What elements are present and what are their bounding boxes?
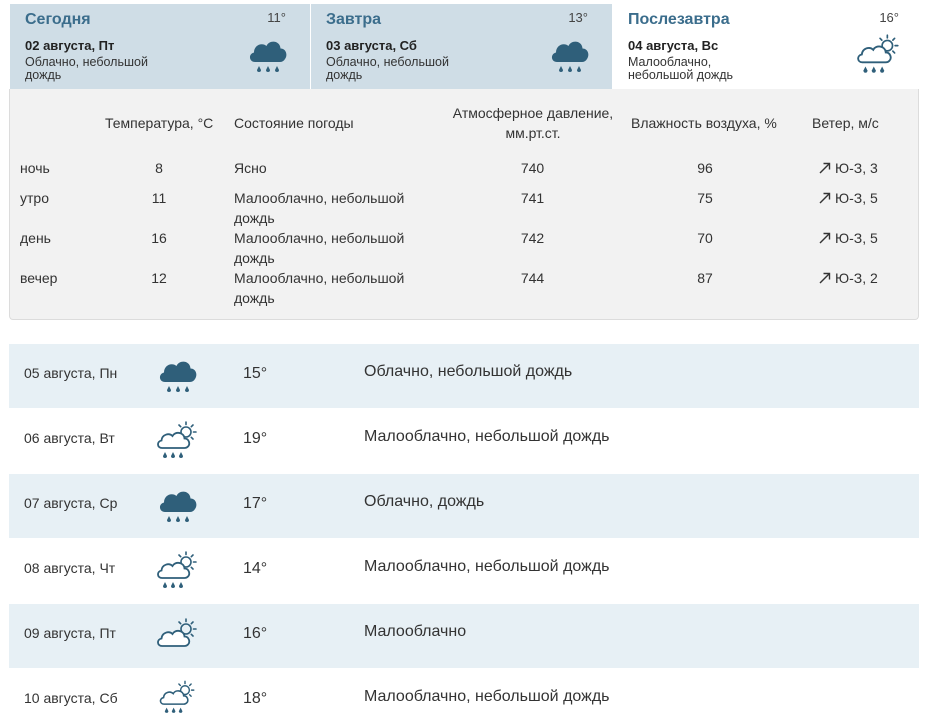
header-wind: Ветер, м/с (812, 115, 879, 131)
forecast-row[interactable] (9, 539, 919, 603)
header-pressure-line1: Атмосферное давление, (452, 105, 614, 121)
period-temperature: 16 (151, 230, 167, 246)
tab-title: Послезавтра (628, 11, 730, 28)
forecast-temperature: 14° (243, 560, 268, 577)
forecast-description: Малооблачно, небольшой дождь (364, 558, 610, 575)
header-pressure-line2: мм.рт.ст. (505, 125, 561, 141)
forecast-row[interactable] (9, 409, 919, 473)
forecast-date: 08 августа, Чт (24, 560, 116, 576)
period-humidity: 87 (697, 270, 713, 286)
period-pressure: 742 (520, 230, 545, 246)
arrow-northeast-icon (818, 191, 832, 205)
day-tabs (10, 4, 919, 89)
period-condition: Малооблачно, небольшой дождь (234, 230, 405, 266)
period-pressure: 740 (520, 160, 545, 176)
cloud-rain-icon (154, 352, 202, 400)
header-temperature: Температура, °C (105, 115, 214, 131)
tab-temperature: 13° (568, 10, 588, 25)
period-humidity: 96 (697, 160, 713, 176)
sun-cloud-rain-icon (851, 30, 907, 80)
wind-value: Ю-З, 5 (835, 230, 878, 246)
period-condition: Малооблачно, небольшой дождь (234, 270, 405, 306)
tab-description: Облачно, небольшой дождь (25, 55, 148, 82)
sun-cloud-icon (154, 612, 202, 660)
forecast-temperature: 19° (243, 430, 268, 447)
period-label: день (20, 230, 51, 246)
forecast-date: 09 августа, Пт (24, 625, 116, 641)
period-humidity: 75 (697, 190, 713, 206)
period-label: утро (20, 190, 49, 206)
tab-title: Сегодня (25, 11, 91, 28)
sun-cloud-rain-icon (154, 417, 202, 465)
period-humidity: 70 (697, 230, 713, 246)
forecast-description: Малооблачно, небольшой дождь (364, 688, 610, 705)
period-wind (818, 158, 878, 178)
tab-tomorrow[interactable] (311, 4, 612, 89)
forecast-row[interactable] (9, 669, 919, 719)
forecast-description: Малооблачно (364, 623, 467, 640)
forecast-date: 06 августа, Вт (24, 430, 115, 446)
wind-value: Ю-З, 2 (835, 270, 878, 286)
period-label: вечер (20, 270, 58, 286)
forecast-description: Облачно, дождь (364, 493, 485, 510)
period-wind (818, 228, 878, 248)
forecast-date: 05 августа, Пн (24, 365, 118, 381)
forecast-temperature: 16° (243, 625, 268, 642)
forecast-temperature: 17° (243, 495, 268, 512)
wind-value: Ю-З, 3 (835, 160, 878, 176)
tab-title: Завтра (326, 11, 382, 28)
period-temperature: 11 (151, 190, 167, 206)
tab-today[interactable] (10, 4, 310, 89)
period-condition: Малооблачно, небольшой дождь (234, 190, 405, 226)
forecast-row[interactable] (9, 604, 919, 668)
forecast-date: 10 августа, Сб (24, 690, 118, 706)
wind-value: Ю-З, 5 (835, 190, 878, 206)
arrow-northeast-icon (818, 231, 832, 245)
tab-date: 03 августа, Сб (326, 38, 417, 53)
header-humidity: Влажность воздуха, % (631, 115, 777, 131)
period-temperature: 12 (151, 270, 167, 286)
forecast-temperature: 18° (243, 690, 268, 707)
tab-date: 02 августа, Пт (25, 38, 115, 53)
period-temperature: 8 (155, 160, 163, 176)
period-pressure: 741 (520, 190, 545, 206)
tab-temperature: 16° (879, 10, 899, 25)
period-label: ночь (20, 160, 50, 176)
tab-date: 04 августа, Вс (628, 38, 719, 53)
tab-day-after-tomorrow[interactable] (613, 4, 919, 90)
forecast-date: 07 августа, Ср (24, 495, 118, 511)
period-wind (818, 188, 878, 208)
header-condition: Состояние погоды (234, 115, 354, 131)
cloud-rain-icon (244, 32, 292, 80)
cloud-rain-icon (154, 482, 202, 530)
cloud-rain-icon (546, 32, 594, 80)
sun-cloud-rain-icon (154, 547, 202, 595)
period-condition: Ясно (234, 160, 267, 176)
tab-description: Малооблачно, небольшой дождь (628, 55, 734, 82)
period-wind (818, 268, 878, 288)
forecast-row[interactable] (9, 344, 919, 408)
forecast-description: Облачно, небольшой дождь (364, 363, 573, 380)
forecast-row[interactable] (9, 474, 919, 538)
tab-temperature: 11° (267, 10, 286, 25)
detail-panel (9, 89, 919, 320)
tab-description: Облачно, небольшой дождь (326, 55, 449, 82)
arrow-northeast-icon (818, 271, 832, 285)
sun-cloud-rain-icon (154, 677, 202, 719)
forecast-description: Малооблачно, небольшой дождь (364, 428, 610, 445)
arrow-northeast-icon (818, 161, 832, 175)
forecast-temperature: 15° (243, 365, 268, 382)
period-pressure: 744 (520, 270, 545, 286)
header-pressure (443, 103, 623, 143)
